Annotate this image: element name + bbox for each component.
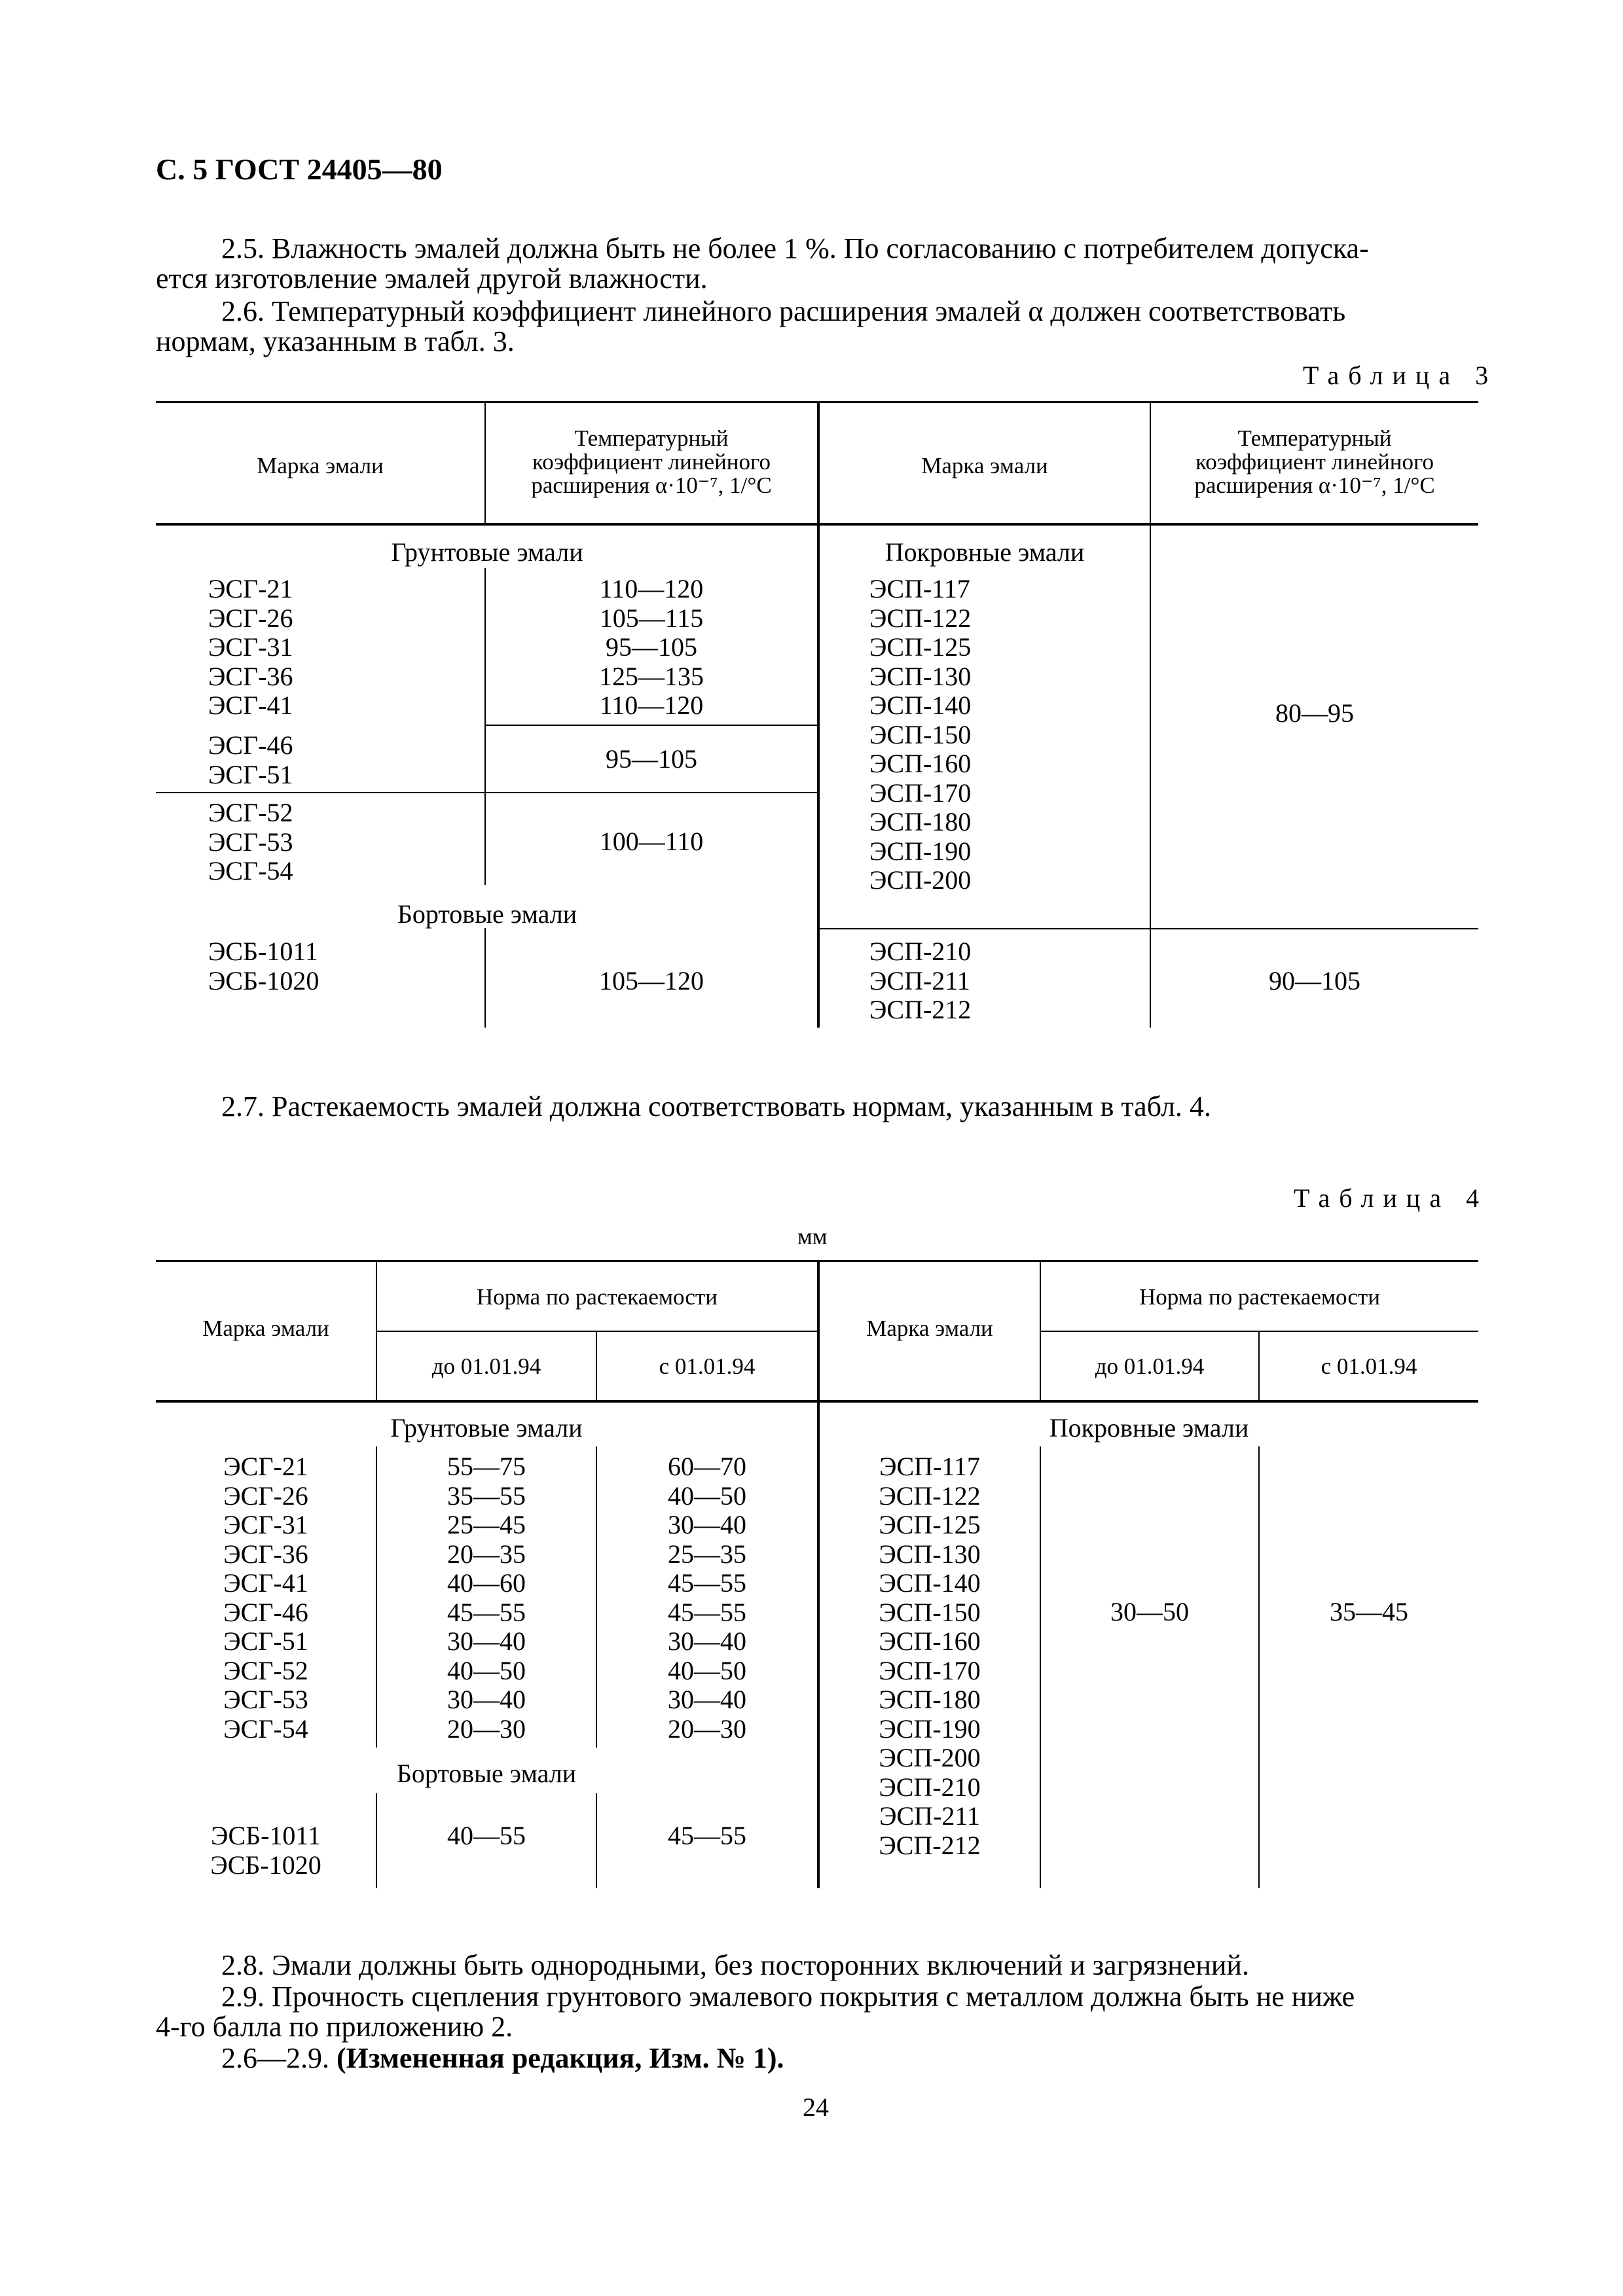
- paragraph-amendment-note: [156, 2043, 1478, 2073]
- table-3-primer-value-3: 100—110: [599, 827, 704, 856]
- document-header: С. 5 ГОСТ 24405—80: [156, 152, 443, 186]
- table-4-board-before: 40—55: [447, 1821, 526, 1850]
- amendment-prefix: 2.6—2.9.: [221, 2042, 337, 2074]
- table-4-header-norm-left: Норма по растекаемости: [477, 1284, 718, 1310]
- table-3-primer-brands-3: ЭСГ-52 ЭСГ-53 ЭСГ-54: [208, 798, 293, 886]
- table-4-primer-after: 60—70 40—50 30—40 25—35 45—55 45—55 30—40 40—50 30—40 20—30: [668, 1452, 746, 1744]
- table-3-primer-values-1: 110—120 105—115 95—105 125—135 110—120: [599, 574, 704, 720]
- table-4-primer-brands: ЭСГ-21 ЭСГ-26 ЭСГ-31 ЭСГ-36 ЭСГ-41 ЭСГ-46 ЭСГ-51 ЭСГ-52 ЭСГ-53 ЭСГ-54: [223, 1452, 308, 1744]
- paragraph-2-6-line-1: 2.6. Температурный коэффициент линейного расширения эмалей α должен соответствовать: [221, 295, 1346, 327]
- table-3-primer-value-2: 95—105: [606, 744, 697, 774]
- table-4-cover-before: 30—50: [1110, 1597, 1189, 1626]
- table-4-caption: Таблица 4: [1294, 1183, 1489, 1213]
- table-4-group-cover: Покровные эмали: [1049, 1413, 1249, 1443]
- table-4-board-after: 45—55: [668, 1821, 746, 1850]
- table-4-header-before-left: до 01.01.94: [431, 1354, 541, 1379]
- table-3-header-brand-right: Марка эмали: [921, 453, 1048, 478]
- paragraph-2-5-line-2: ется изготовление эмалей другой влажности.: [156, 262, 708, 295]
- table-4-primer-before: 55—75 35—55 25—45 20—35 40—60 45—55 30—40 40—50 30—40 20—30: [447, 1452, 526, 1744]
- table-3-board-brands: ЭСБ-1011 ЭСБ-1020: [208, 937, 319, 996]
- table-4-header-before-right: до 01.01.94: [1095, 1354, 1205, 1379]
- table-3-cover-brands-2: ЭСП-210 ЭСП-211 ЭСП-212: [869, 937, 972, 1024]
- table-4-header-norm-right: Норма по растекаемости: [1139, 1284, 1380, 1310]
- paragraph-2-5-line-1: 2.5. Влажность эмалей должна быть не более 1 %. По согласованию с потребителем допуска-: [221, 232, 1369, 264]
- table-4-unit: мм: [797, 1223, 828, 1249]
- table-3-group-primer: Грунтовые эмали: [391, 537, 583, 567]
- table-4-header-after-left: с 01.01.94: [659, 1354, 756, 1379]
- table-3-cover-value-2: 90—105: [1269, 966, 1360, 996]
- table-4-group-board: Бортовые эмали: [396, 1759, 577, 1788]
- table-4-cover-after: 35—45: [1330, 1597, 1408, 1626]
- table-3-header-brand-left: Марка эмали: [257, 453, 384, 478]
- table-3-header-coef-left: Температурный коэффициент линейного расширения α·10⁻⁷, 1/°C: [531, 425, 772, 498]
- table-3-cover-value-1: 80—95: [1275, 698, 1354, 728]
- page-number: 24: [803, 2092, 829, 2122]
- paragraph-2-9-line-2: 4-го балла по приложению 2.: [156, 2011, 513, 2043]
- table-3-board-value: 105—120: [599, 966, 704, 996]
- paragraph-2-6-line-2: нормам, указанным в табл. 3.: [156, 325, 515, 357]
- table-3-caption: Таблица 3: [1303, 361, 1498, 390]
- table-3-primer-brands-1: ЭСГ-21 ЭСГ-26 ЭСГ-31 ЭСГ-36 ЭСГ-41: [208, 574, 293, 720]
- table-4-board-brands: ЭСБ-1011 ЭСБ-1020: [210, 1821, 321, 1880]
- table-4-header-brand-left: Марка эмали: [202, 1316, 329, 1341]
- amendment-text: (Измененная редакция, Изм. № 1).: [337, 2042, 784, 2074]
- table-4-group-primer: Грунтовые эмали: [390, 1413, 583, 1443]
- table-3-header-coef-right: Температурный коэффициент линейного расширения α·10⁻⁷, 1/°C: [1194, 425, 1435, 498]
- paragraph-2-9-line-1: 2.9. Прочность сцепления грунтового эмалевого покрытия с металлом должна быть не ниже: [221, 1981, 1355, 2013]
- table-3-group-cover: Покровные эмали: [884, 537, 1085, 567]
- table-3-group-board: Бортовые эмали: [397, 899, 577, 929]
- table-4-header-brand-right: Марка эмали: [866, 1316, 993, 1341]
- table-3-primer-brands-2: ЭСГ-46 ЭСГ-51: [208, 730, 293, 789]
- table-4-header-after-right: с 01.01.94: [1321, 1354, 1417, 1379]
- table-3-cover-brands-1: ЭСП-117 ЭСП-122 ЭСП-125 ЭСП-130 ЭСП-140 ЭСП-150 ЭСП-160 ЭСП-170 ЭСП-180 ЭСП-190 ЭСП-200: [869, 574, 972, 895]
- paragraph-2-8: 2.8. Эмали должны быть однородными, без посторонних включений и загрязнений.: [221, 1949, 1249, 1981]
- paragraph-2-7: 2.7. Растекаемость эмалей должна соответствовать нормам, указанным в табл. 4.: [221, 1090, 1211, 1122]
- table-4-cover-brands: ЭСП-117 ЭСП-122 ЭСП-125 ЭСП-130 ЭСП-140 ЭСП-150 ЭСП-160 ЭСП-170 ЭСП-180 ЭСП-190 ЭСП-200 ЭСП-210 ЭСП-211 ЭСП-212: [879, 1452, 981, 1860]
